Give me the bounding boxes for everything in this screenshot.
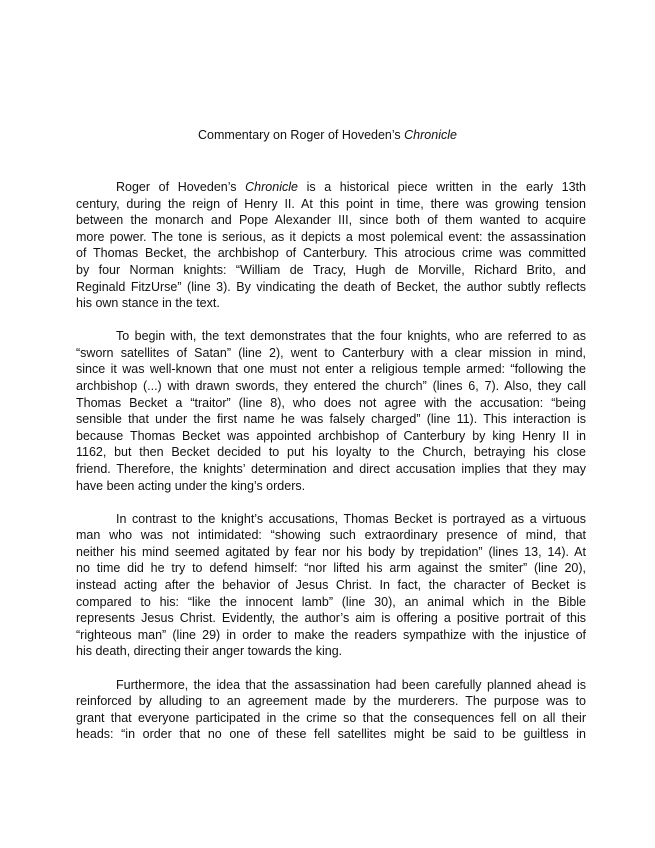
- text-span: his own stance in the text.: [76, 296, 220, 311]
- text-line: [76, 328, 586, 345]
- text-span: is a historical piece written in the early 13th: [297, 180, 586, 194]
- text-span: more power. The tone is serious, as it depicts a most polemical event: the assassination: [76, 229, 586, 244]
- text-span: his death, directing their anger towards the king.: [76, 644, 343, 659]
- text-line: [76, 527, 586, 544]
- text-line: [76, 478, 586, 495]
- paragraph: [76, 677, 586, 743]
- text-span: “righteous man” (line 29) in order to make the readers sympathize with the injustice of: [76, 627, 586, 642]
- text-line: [76, 212, 586, 229]
- text-span: Furthermore, the idea that the assassination had been carefully planned ahead is: [116, 677, 586, 692]
- text-line: [76, 279, 586, 296]
- text-span: To begin with, the text demonstrates that the four knights, who are referred to as: [116, 329, 586, 344]
- text-span: no time did he try to defend himself: “nor lifted his arm against the smiter” (line 20),: [76, 561, 586, 576]
- text-line: [76, 560, 586, 577]
- text-span: Reginald FitzUrse” (line 3). By vindicating the death of Becket, the author subtly reflects: [76, 279, 586, 294]
- document-body: [76, 179, 586, 759]
- text-span: between the monarch and Pope Alexander III, since both of them wanted to acquire: [76, 213, 586, 228]
- text-line: [76, 643, 586, 660]
- text-line: [76, 544, 586, 561]
- text-span: century, during the reign of Henry II. At this point in time, there was growing tension: [76, 196, 586, 211]
- text-line: [76, 378, 586, 395]
- text-line: [76, 594, 586, 611]
- text-span: heads: “in order that no one of these fell satellites might be said to be guiltless in: [76, 727, 586, 742]
- paragraph: [76, 511, 586, 660]
- text-span: Roger of Hoveden’s: [116, 180, 246, 194]
- text-span: neither his mind seemed agitated by fear nor his body by trepidation” (lines 13, 14). At: [76, 544, 586, 559]
- paragraph: [76, 328, 586, 494]
- text-line: [76, 361, 586, 378]
- text-span: compared to his: “like the innocent lamb” (line 30), an animal which in the Bible: [76, 594, 586, 609]
- text-line: [76, 262, 586, 279]
- document-title: [0, 127, 655, 143]
- text-span: man who was not intimidated: “showing such extraordinary presence of mind, that: [76, 528, 586, 543]
- text-span: In contrast to the knight’s accusations, Thomas Becket is portrayed as a virtuous: [116, 511, 586, 526]
- title-italic-text: Chronicle: [404, 128, 457, 142]
- text-span: represents Jesus Christ. Evidently, the author’s aim is offering a positive portrait of this: [76, 611, 586, 626]
- paragraph: [76, 179, 586, 312]
- text-span: “sworn satellites of Satan” (line 2), went to Canterbury with a clear mission in mind,: [76, 345, 586, 360]
- text-span: archbishop (...) with drawn swords, they entered the church” (lines 6, 7). Also, they call: [76, 379, 586, 394]
- text-span: reinforced by alluding to an agreement made by the murderers. The purpose was to: [76, 694, 586, 709]
- text-span: Thomas Becket a “traitor” (line 8), who does not agree with the accusation: “being: [76, 395, 586, 410]
- text-line: [76, 229, 586, 246]
- text-line: [76, 610, 586, 627]
- text-line: [76, 428, 586, 445]
- text-span: by four Norman knights: “William de Tracy, Hugh de Morville, Richard Brito, and: [76, 262, 586, 277]
- text-line: [76, 577, 586, 594]
- text-span: friend. Therefore, the knights’ determination and direct accusation implies that they may: [76, 462, 586, 476]
- text-line: [76, 395, 586, 412]
- text-line: [76, 511, 586, 528]
- text-line: [76, 295, 586, 312]
- title-text: Commentary on Roger of Hoveden’s: [198, 128, 405, 142]
- text-span: grant that everyone participated in the crime so that the consequences fell on all their: [76, 710, 586, 725]
- text-span: because Thomas Becket was appointed archbishop of Canterbury by king Henry II in: [76, 428, 586, 443]
- text-line: [76, 411, 586, 428]
- text-line: [76, 710, 586, 727]
- text-span: 1162, but then Becket decided to put his loyalty to the Church, betraying his close: [76, 445, 586, 460]
- text-span: instead acting after the behavior of Jesus Christ. In fact, the character of Becket is: [76, 578, 586, 593]
- text-span: since it was well-known that one must not enter a religious temple armed: “following the: [76, 362, 586, 377]
- text-line: [76, 196, 586, 213]
- italic-text: Chronicle: [245, 180, 298, 194]
- text-line: [76, 345, 586, 362]
- text-span: of Thomas Becket, the archbishop of Canterbury. This atrocious crime was committed: [76, 246, 586, 261]
- text-line: [76, 677, 586, 694]
- text-line: [76, 726, 586, 743]
- text-line: [76, 461, 586, 478]
- text-line: [76, 627, 586, 644]
- text-span: have been acting under the king’s orders.: [76, 478, 306, 493]
- text-span: sensible that under the first name he was falsely charged” (line 11). This interaction is: [76, 412, 586, 427]
- text-line: [76, 693, 586, 710]
- text-line: [76, 245, 586, 262]
- text-line: [76, 444, 586, 461]
- text-line: [76, 179, 586, 196]
